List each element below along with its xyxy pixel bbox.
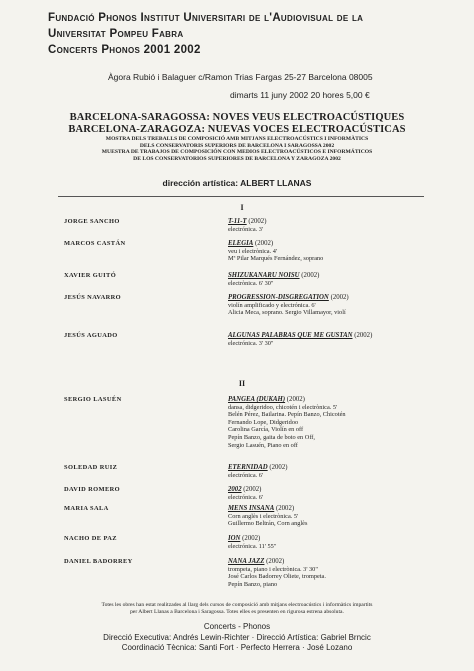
- piece-year: (2002): [266, 558, 285, 565]
- piece-title: PANGEA (DUKAH): [228, 396, 286, 403]
- composer-name: MARIA SALA: [64, 505, 109, 512]
- piece-detail-line: electrónica. 6': [228, 471, 264, 479]
- piece-detail-line: trompeta, piano i electrònica. 3' 30": [228, 565, 318, 573]
- piece-year: (2002): [255, 240, 274, 247]
- concert-date: dimarts 11 juny 2002 20 hores 5,00 €: [230, 90, 370, 100]
- piece-details: [228, 240, 323, 263]
- piece-details: [228, 294, 349, 317]
- piece-details: [228, 396, 346, 449]
- piece-title-line: [228, 558, 326, 566]
- piece-title-line: [228, 505, 307, 513]
- piece-year: (2002): [269, 464, 288, 471]
- note-line-2: per Albert Llanas a Barcelona i Saragossa. Totes elles es presenten en rigurosa estrena absoluta.: [130, 608, 344, 615]
- piece-title: ION: [228, 535, 241, 542]
- header-line-1: Fundació Phonos Institut Universitari de l'Audiovisual de la: [48, 12, 364, 24]
- piece-title: 2002: [228, 486, 242, 493]
- header: [48, 10, 363, 58]
- footer-line-1: Concerts - Phonos: [203, 622, 271, 631]
- piece-year: (2002): [286, 396, 305, 403]
- composer-name: NACHO DE PAZ: [64, 535, 117, 542]
- venue-address: Àgora Rubió i Balaguer c/Ramon Trias Fargas 25-27 Barcelona 08005: [108, 72, 373, 82]
- piece-title-line: [228, 294, 349, 302]
- piece-title: NANA JAZZ: [228, 558, 265, 565]
- title-spanish: BARCELONA-ZARAGOZA: NUEVAS VOCES ELECTROACÚSTICAS: [68, 124, 406, 135]
- piece-details: [228, 535, 276, 550]
- piece-details: [228, 218, 266, 233]
- composer-name: DAVID ROMERO: [64, 486, 120, 493]
- composer-name: JORGE SANCHO: [64, 218, 120, 225]
- divider-top: [58, 196, 424, 197]
- piece-title: ELEGIA: [228, 240, 254, 247]
- piece-year: (2002): [330, 294, 349, 301]
- piece-detail-line: Alicia Meca, soprano. Sergio Villamayor, violí: [228, 309, 346, 317]
- piece-year: (2002): [354, 332, 373, 339]
- piece-title: PROGRESSION-DISGREGATION: [228, 294, 329, 301]
- piece-title: ETERNIDAD: [228, 464, 268, 471]
- piece-detail-line: electrónica. 11' 55": [228, 542, 277, 550]
- subtitle-line-4: DE LOS CONSERVATORIOS SUPERIORES DE BARCELONA Y ZARAGOZA 2002: [133, 155, 341, 162]
- composer-name: XAVIER GUITÓ: [64, 272, 117, 279]
- piece-details: [228, 505, 307, 528]
- subtitle-line-3: MUESTRA DE TRABAJOS DE COMPOSICIÓN CON MEDIOS ELECTROACÚSTICOS E INFORMÁTICOS: [101, 149, 373, 156]
- concert-titles: [0, 112, 474, 162]
- piece-title-line: [228, 332, 372, 340]
- piece-title: SHIZUKANARU NOISU: [228, 272, 300, 279]
- piece-year: (2002): [248, 218, 267, 225]
- piece-details: [228, 272, 319, 287]
- piece-detail-line: Sergio Lasuén, Piano en off: [228, 441, 298, 449]
- piece-detail-line: Fernando Lope, Didgeridoo: [228, 418, 299, 426]
- artistic-direction: dirección artística: ALBERT LLANAS: [162, 178, 312, 188]
- piece-title: ALGUNAS PALABRAS QUE ME GUSTAN: [228, 332, 353, 339]
- piece-title: MENS INSANA: [228, 505, 275, 512]
- footer-credits: [0, 622, 474, 654]
- piece-details: [228, 332, 372, 347]
- piece-title-line: [228, 535, 276, 543]
- piece-detail-line: Pepín Banzo, piano: [228, 580, 278, 588]
- composer-name: DANIEL BADORREY: [64, 558, 133, 565]
- note-line-1: Totes les obres han estat realitzades al llarg dels cursos de composició amb mitjans electroacústics i informàtics impartits: [101, 602, 373, 608]
- piece-title-line: [228, 218, 266, 226]
- composer-name: JESÚS AGUADO: [64, 332, 118, 339]
- header-line-2: Universitat Pompeu Fabra: [48, 28, 184, 40]
- piece-detail-line: José Carlos Badorrey Oliete, trompeta.: [228, 573, 326, 581]
- piece-detail-line: violín amplificado y electrónica. 6': [228, 301, 316, 309]
- piece-detail-line: electrónica. 3' 30": [228, 339, 274, 347]
- piece-details: [228, 486, 263, 501]
- piece-title-line: [228, 240, 323, 248]
- piece-detail-line: electrònica. 6' 30": [228, 279, 274, 287]
- piece-year: (2002): [301, 272, 320, 279]
- piece-title-line: [228, 272, 319, 280]
- piece-detail-line: dansa, didgeridoo, chicotén i electrònica. 5': [228, 403, 338, 411]
- piece-detail-line: Corn anglès i electrònica. 5': [228, 512, 299, 520]
- piece-title-line: [228, 396, 346, 404]
- piece-details: [228, 464, 287, 479]
- piece-title-line: [228, 486, 263, 494]
- piece-detail-line: electrónica. 3': [228, 225, 264, 233]
- subtitle-line-2: DELS CONSERVATORIS SUPERIORS DE BARCELONA I SARAGOSSA 2002: [139, 142, 335, 149]
- footer-line-3: Coordinació Tècnica: Santi Fort · Perfecto Herrera · José Lozano: [121, 643, 353, 652]
- subtitle-line-1: MOSTRA DELS TREBALLS DE COMPOSICIÓ AMB MITJANS ELECTROACÚSTICS I INFORMÀTICS: [105, 136, 369, 142]
- piece-detail-line: electrónica. 6': [228, 493, 264, 501]
- header-line-3: Concerts Phonos 2001 2002: [48, 44, 201, 56]
- piece-detail-line: Mª Pilar Marqués Fernández, soprano: [228, 255, 324, 263]
- piece-detail-line: Guillermo Beltrán, Corn anglès: [228, 520, 308, 528]
- composer-name: SERGIO LASUÉN: [64, 396, 122, 403]
- piece-title-line: [228, 464, 287, 472]
- part-two-heading: II: [238, 379, 246, 388]
- piece-detail-line: Belén Pérez, Bailarina. Pepín Banzo, Chicotén: [228, 411, 346, 419]
- piece-year: (2002): [243, 486, 262, 493]
- piece-title: T-11-T: [228, 218, 247, 225]
- footer-line-2: Direcció Executiva: Andrés Lewin-Richter · Direcció Artística: Gabriel Brncic: [103, 632, 371, 642]
- piece-detail-line: veu i electrònica. 4': [228, 247, 278, 255]
- title-catalan: BARCELONA-SARAGOSSA: NOVES VEUS ELECTROACÚSTIQUES: [69, 112, 405, 123]
- piece-detail-line: Carolina García, Violín en off: [228, 426, 304, 434]
- composer-name: JESÚS NAVARRO: [64, 294, 121, 301]
- composer-name: MARCOS CASTÁN: [64, 240, 126, 247]
- part-one-heading: I: [240, 203, 244, 212]
- piece-year: (2002): [275, 505, 295, 512]
- piece-details: [228, 558, 326, 588]
- piece-detail-line: Pepín Banzo, gaita de boto en Off,: [228, 433, 315, 441]
- piece-year: (2002): [242, 535, 261, 542]
- program-note: [0, 602, 474, 615]
- composer-name: SOLEDAD RUIZ: [64, 464, 118, 471]
